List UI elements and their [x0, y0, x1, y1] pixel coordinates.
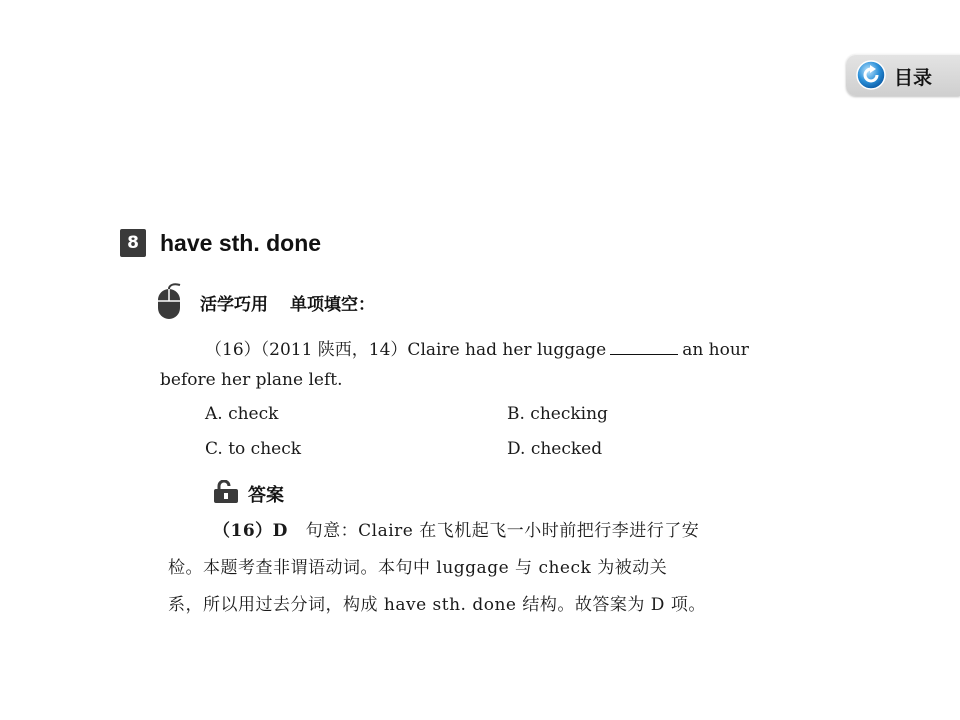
question-prefix: （16）（2011 陕西，14）Claire had her luggage — [205, 340, 607, 360]
question-line-1 — [205, 335, 749, 360]
toc-button[interactable] — [846, 54, 960, 96]
answer-line-2: 检。本题考查非谓语动词。本句中 luggage 与 check 为被动关 — [168, 558, 668, 578]
practice-instruction: 单项填空： — [290, 295, 375, 315]
option-c: C. to check — [205, 439, 302, 459]
answer-label: 答案 — [248, 485, 284, 506]
unlock-icon — [213, 480, 239, 504]
toc-label: 目录 — [894, 67, 933, 89]
answer-blank — [610, 340, 678, 355]
section-title: have sth. done — [160, 229, 322, 256]
refresh-icon — [856, 60, 886, 90]
option-b: B. checking — [507, 404, 608, 424]
option-a: A. check — [205, 404, 279, 424]
practice-label — [200, 290, 375, 315]
option-d: D. checked — [507, 439, 603, 459]
practice-title: 活学巧用 — [200, 295, 268, 315]
answer-line-1 — [213, 516, 699, 541]
answer-line-3: 系，所以用过去分词，构成 have sth. done 结构。故答案为 D 项。 — [168, 595, 706, 615]
section-heading — [120, 229, 321, 257]
section-number-badge: 8 — [120, 229, 146, 257]
answer-explanation-1: 句意：Claire 在飞机起飞一小时前把行李进行了安 — [305, 521, 700, 541]
mouse-icon — [156, 283, 184, 321]
question-line-2: before her plane left. — [160, 370, 343, 390]
question-tail: an hour — [682, 340, 749, 360]
answer-key: （16）D — [213, 521, 288, 541]
